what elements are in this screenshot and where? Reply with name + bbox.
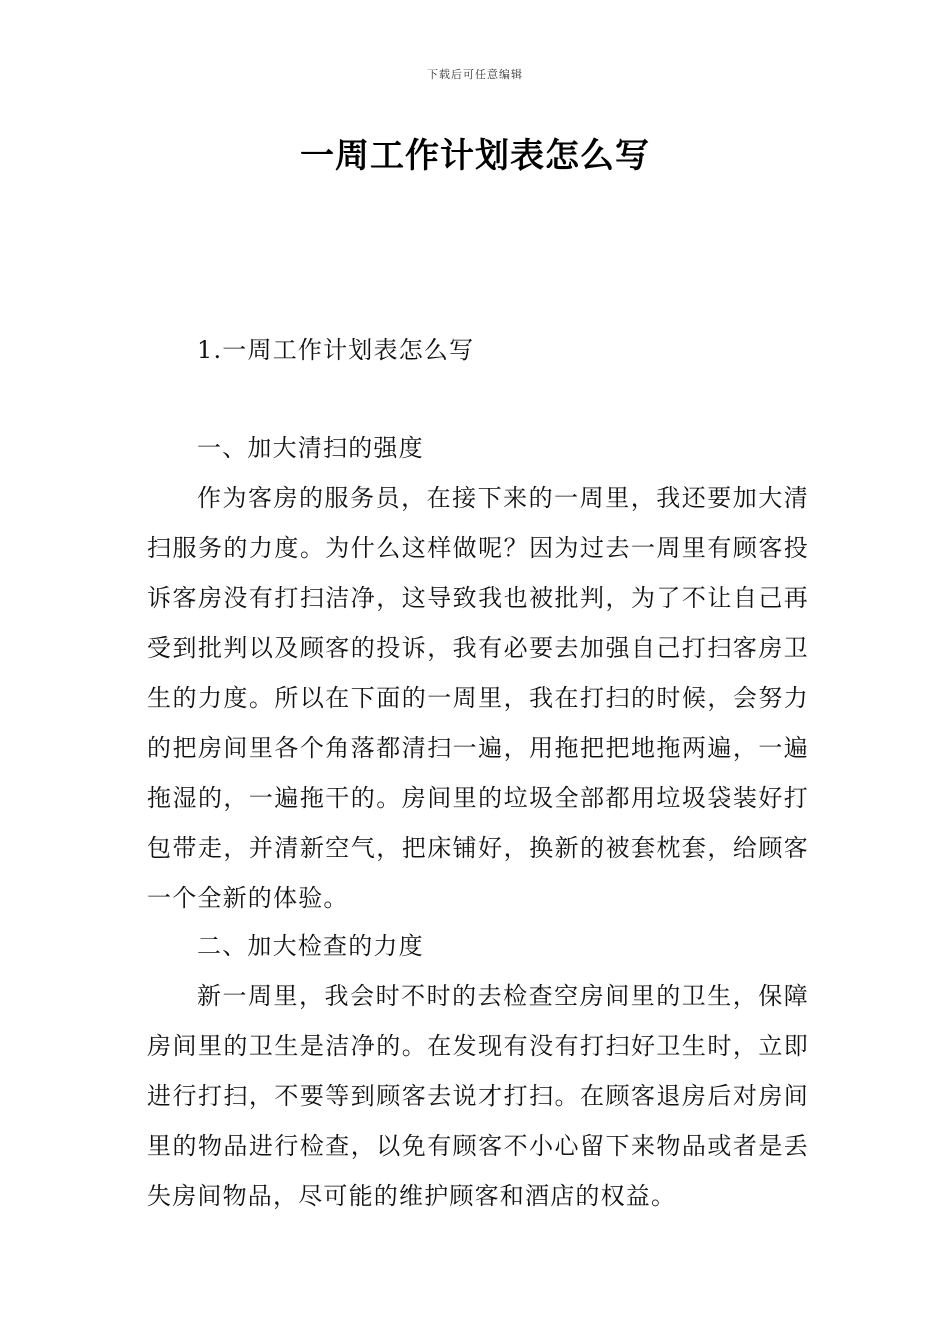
section-1-paragraph: 作为客房的服务员，在接下来的一周里，我还要加大清扫服务的力度。为什么这样做呢？因为过去一周里有顾客投诉客房没有打扫洁净，这导致我也被批判，为了不让自己再受到批判以及顾客的投诉，我有必要去加强自己打扫客房卫生的力度。所以在下面的一周里，我在打扫的时候，会努力的把房间里各个角落都清扫一遍，用拖把把地拖两遍，一遍拖湿的，一遍拖干的。房间里的垃圾全部都用垃圾袋装好打包带走，并清新空气，把床铺好，换新的被套枕套，给顾客一个全新的体验。	[147, 484, 809, 912]
section-2-heading: 二、加大检查的力度	[197, 932, 424, 960]
section-1-body	[147, 473, 809, 923]
header-note: 下载后可任意编辑	[427, 68, 523, 81]
section-1-heading: 一、加大清扫的强度	[197, 434, 424, 462]
section-2-body	[147, 971, 809, 1221]
subtitle-heading: 1.一周工作计划表怎么写	[197, 336, 475, 364]
section-2-paragraph: 新一周里，我会时不时的去检查空房间里的卫生，保障房间里的卫生是洁净的。在发现有没有打扫好卫生时，立即进行打扫，不要等到顾客去说才打扫。在顾客退房后对房间里的物品进行检查，以免有顾客不小心留下来物品或者是丢失房间物品，尽可能的维护顾客和酒店的权益。	[147, 982, 809, 1210]
page-title: 一周工作计划表怎么写	[300, 136, 650, 176]
